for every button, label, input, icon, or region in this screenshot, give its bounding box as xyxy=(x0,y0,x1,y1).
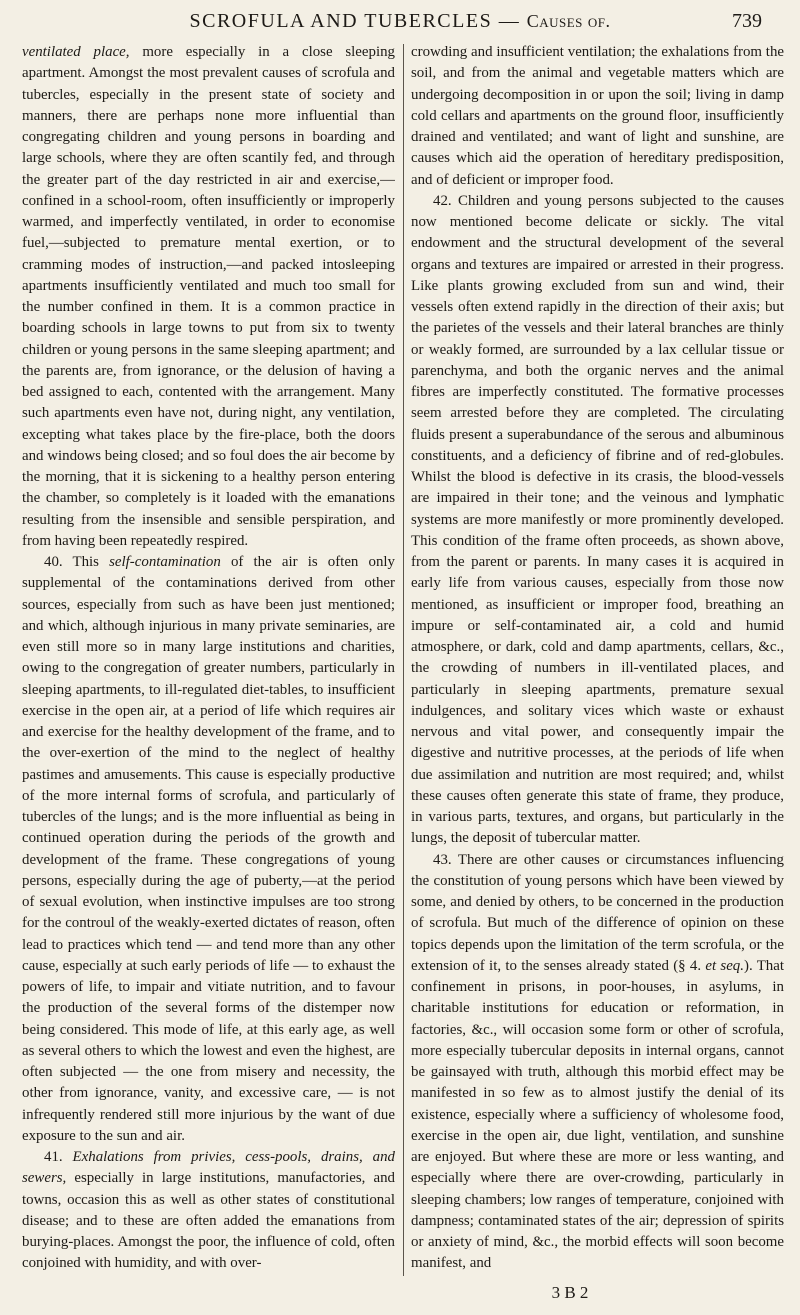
right-column xyxy=(411,42,784,1277)
signature-mark: 3 B 2 xyxy=(551,1283,589,1302)
text-columns xyxy=(22,42,784,1277)
paragraph-43: 43. There are other causes or circumstances influencing the constitution of young persons which have been viewed by some, and denied by others, to be concerned in the production of scrofula. But much of the difference of opinion on these topics depends upon the limitation of the term scrofula, or the extension of it, to the senses already stated (§ 4. et seq.). That confinement in prisons, in poor-houses, in asylums, in charitable institutions for education or reformation, in factories, &c., will occasion some form or other of scrofula, more especially tubercular deposits in internal organs, cannot be gainsayed with truth, although this morbid effect may be manifested in so few as to almost justify the denial of its existence, especially where a sufficiency of wholesome food, exercise in the open air, due light, ventilation, and sunshine are enjoyed. But where these are more or less wanting, and especially where there are over-crowding, particularly in sleeping chambers; low ranges of temperature, conjoined with dampness; contaminated states of the air; depression of spirits or anxiety of mind, &c., the morbid effects will soon become manifest, and xyxy=(411,851,784,1272)
left-column xyxy=(22,42,395,1277)
running-title-main: SCROFULA AND TUBERCLES — xyxy=(189,10,521,32)
paragraph-39-continued: ventilated place, more especially in a close sleeping apartment. Amongst the most prevalent causes of scrofula and tubercles, especially in the present state of society and manners, there are perhaps none more influential than congregating children and young persons in boarding and large schools, where they are often scantily fed, and through the greater part of the day restricted in air and exercise,—confined in a school-room, often insufficiently or improperly warmed, and imperfectly ventilated, in order to economise fuel,—subjected to premature mental exertion, or to cramming modes of instruction,—and packed intosleeping apartments insufficiently ventilated and much too small for the number confined in them. It is a common practice in boarding schools in large towns to put from six to twenty children or young persons in the same sleeping apartment; and the parents are, from ignorance, or the delusion of having a bed assigned to each, contented with the arrangement. Many such apartments even have not, during night, any ventilation, excepting what takes place by the fire-place, both the doors and windows being closed; and so foul does the air become by the morning, that it is sickening to a healthy person entering the chamber, so completely is it loaded with the emanations resulting from the insensible and sensible perspiration, and from having been repeatedly respired. xyxy=(22,44,395,549)
italic-phrase: self-contamination xyxy=(109,554,221,570)
running-title xyxy=(86,10,714,33)
italic-phrase: et seq. xyxy=(705,957,744,974)
paragraph-41-continued: crowding and insufficient ventilation; the exhalations from the soil, and from the animal and vegetable matters which are undergoing decomposition in or upon the soil; living in damp cold cellars and apartments on the ground floor, insufficiently drained and ventilated; and want of light and sunshine, are causes which aid the operation of hereditary predisposition, and of deficient or improper food. xyxy=(411,44,784,188)
running-head xyxy=(38,10,762,36)
paragraph-40: 40. This self-contamination of the air is often only supplemental of the contaminations derived from other sources, especially from such as have been just mentioned; and which, although injurious in many private seminaries, are even still more so in many large institutions and charities, owing to the congregation of greater numbers, particularly in sleeping apartments, to ill-regulated diet-tables, to insufficient exercise in the open air, at a period of life which requires air and exercise for the healthy development of the frame, and to the over-exertion of the mind to the neglect of healthy pastimes and amusements. This cause is especially productive of the more internal forms of scrofula, and particularly of tubercles of the lungs; and is the more influential as being in continued operation during the periods of the growth and development of the frame. These congregations of young persons, especially during the age of puberty,—at the period of sexual evolution, when instinctive impulses are too strong for the controul of the weakly-exerted dictates of reason, often lead to practices which tend — and tend more than any other cause, especially at such early periods of life — to exhaust the powers of life, to impair and vitiate nutrition, and to favour the production of the several forms of the distemper now being considered. This mode of life, at this early age, as well as several others to which the lowest and even the highest, are often subjected — the one from misery and necessity, the other from ignorance, vanity, and excessive care, — is not infrequently rendered still more injurious by the want of due exposure to the sun and air. xyxy=(22,554,395,1144)
column-divider xyxy=(403,44,404,1276)
paragraph-42: 42. Children and young persons subjected to the causes now mentioned become delicate or sickly. The vital endowment and the structural development of the several organs and textures are impaired or arrested in their progress. Like plants growing excluded from sun and wind, their vessels often extend rapidly in the direction of their axis; but the parietes of the vessels and their lateral branches are thinly or weakly formed, are surrounded by a lax cellular tissue or parenchyma, and both the organic nerves and the animal fibres are imperfectly constituted. The formative processes seem arrested before they are completed. The circulating fluids present a superabundance of the serous and albuminous constituents, and a deficiency of fibrine and of red-globules. Whilst the blood is defective in its crasis, the blood-vessels are impaired in their tone; and the veinous and lymphatic systems are more manifestly or more prominently developed. This condition of the frame often proceeds, as shown above, from the parent or parents. In many cases it is acquired in early life from various causes, especially from those now mentioned, as insufficient or improper food, breathing an impure or self-contaminated air, a cold and humid atmosphere, or dark, cold and damp apartments, cellars, &c., the crowding of numbers in ill-ventilated places, and particularly in sleeping apartments, premature sexual indulgences, and solitary vices which waste or exhaust nervous and vital power, and consequently impair the digestive and nutritive processes, at the periods of life when due assimilation and nutrition are most required; and, whilst these causes often generate this state of frame, they produce, in various parts, textures, and organs, but particularly in the lungs, the deposit of tubercular matter. xyxy=(411,192,784,847)
running-title-causes: Causes of. xyxy=(526,11,611,31)
page-number: 739 xyxy=(732,10,762,32)
paragraph-41: 41. Exhalations from privies, cess-pools, drains, and sewers, especially in large institutions, manufactories, and towns, occasion this as well as other states of constitutional disease; and to these are often added the emanations from burying-places. Amongst the poor, the influence of cold, often conjoined with humidity, and with over- xyxy=(22,1149,395,1272)
italic-phrase: ventilated place, xyxy=(22,44,130,60)
italic-phrase: Exhalations from privies, cess-pools, drains, and sewers, xyxy=(22,1149,395,1187)
